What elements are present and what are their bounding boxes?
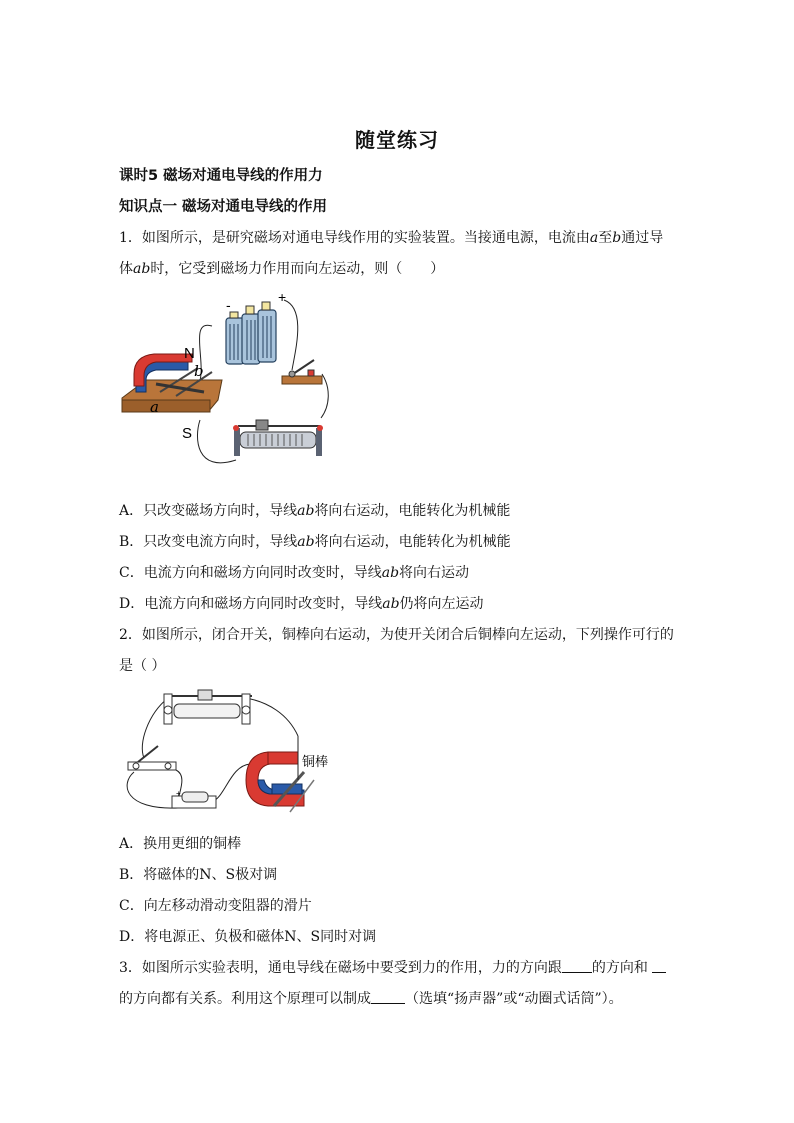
q3-line2: 的方向都有关系。利用这个原理可以制成 （选填“扬声器”或“动圈式话筒”）。 xyxy=(119,991,623,1007)
answer-blank[interactable] xyxy=(562,958,592,973)
q2-stem-line2: 是（ ） xyxy=(119,658,166,674)
page-title: 随堂练习 xyxy=(355,128,439,152)
label-a: a xyxy=(150,398,159,416)
svg-text:+: + xyxy=(176,789,181,798)
q2-option-b: B．将磁体的N、S极对调 xyxy=(119,867,278,883)
battery-icon xyxy=(172,789,216,808)
label-b: b xyxy=(194,362,204,380)
q1-stem-line2: 体ab时，它受到磁场力作用而向左运动，则（ ） xyxy=(119,261,445,277)
switch-icon xyxy=(128,746,176,770)
q2-stem-line1: 2．如图所示，闭合开关，铜棒向右运动，为使开关闭合后铜棒向左运动，下列操作可行的 xyxy=(119,627,674,643)
q1-stem-line1: 1．如图所示，是研究磁场对通电导线作用的实验装置。当接通电源，电流由a至b通过导 xyxy=(119,230,664,246)
battery-icon xyxy=(226,302,276,364)
q2-option-d: D．将电源正、负极和磁体N、S同时对调 xyxy=(119,929,377,945)
q1-option-b: B．只改变电流方向时，导线ab将向右运动，电能转化为机械能 xyxy=(119,534,511,550)
q1-figure xyxy=(116,288,346,478)
q1-option-a: A．只改变磁场方向时，导线ab将向右运动，电能转化为机械能 xyxy=(119,503,511,519)
horseshoe-magnet xyxy=(246,752,304,806)
q1-option-c: C．电流方向和磁场方向同时改变时，导线ab将向右运动 xyxy=(119,565,470,581)
rheostat-icon xyxy=(164,690,252,724)
plus-sign: + xyxy=(278,289,287,305)
minus-sign: - xyxy=(226,297,231,313)
q1-option-d: D．电流方向和磁场方向同时改变时，导线ab仍将向左运动 xyxy=(119,596,484,612)
answer-blank[interactable] xyxy=(371,989,405,1004)
knowledge-point-heading: 知识点一 磁场对通电导线的作用 xyxy=(119,199,328,215)
answer-blank[interactable] xyxy=(652,958,666,973)
q3-line1: 3．如图所示实验表明，通电导线在磁场中要受到力的作用，力的方向跟 的方向和 xyxy=(119,957,666,977)
wire xyxy=(197,420,236,463)
q2-option-c: C．向左移动滑动变阻器的滑片 xyxy=(119,898,312,914)
label-s: S xyxy=(182,425,193,442)
copper-rod-label: 铜棒 xyxy=(302,755,329,770)
wire xyxy=(284,300,298,370)
q2-option-a: A．换用更细的铜棒 xyxy=(119,836,242,852)
rheostat-icon xyxy=(233,420,323,456)
label-n: N xyxy=(184,345,195,362)
switch-icon xyxy=(282,360,322,384)
q2-figure xyxy=(118,684,348,824)
lesson-heading: 课时5 磁场对通电导线的作用力 xyxy=(119,168,323,184)
